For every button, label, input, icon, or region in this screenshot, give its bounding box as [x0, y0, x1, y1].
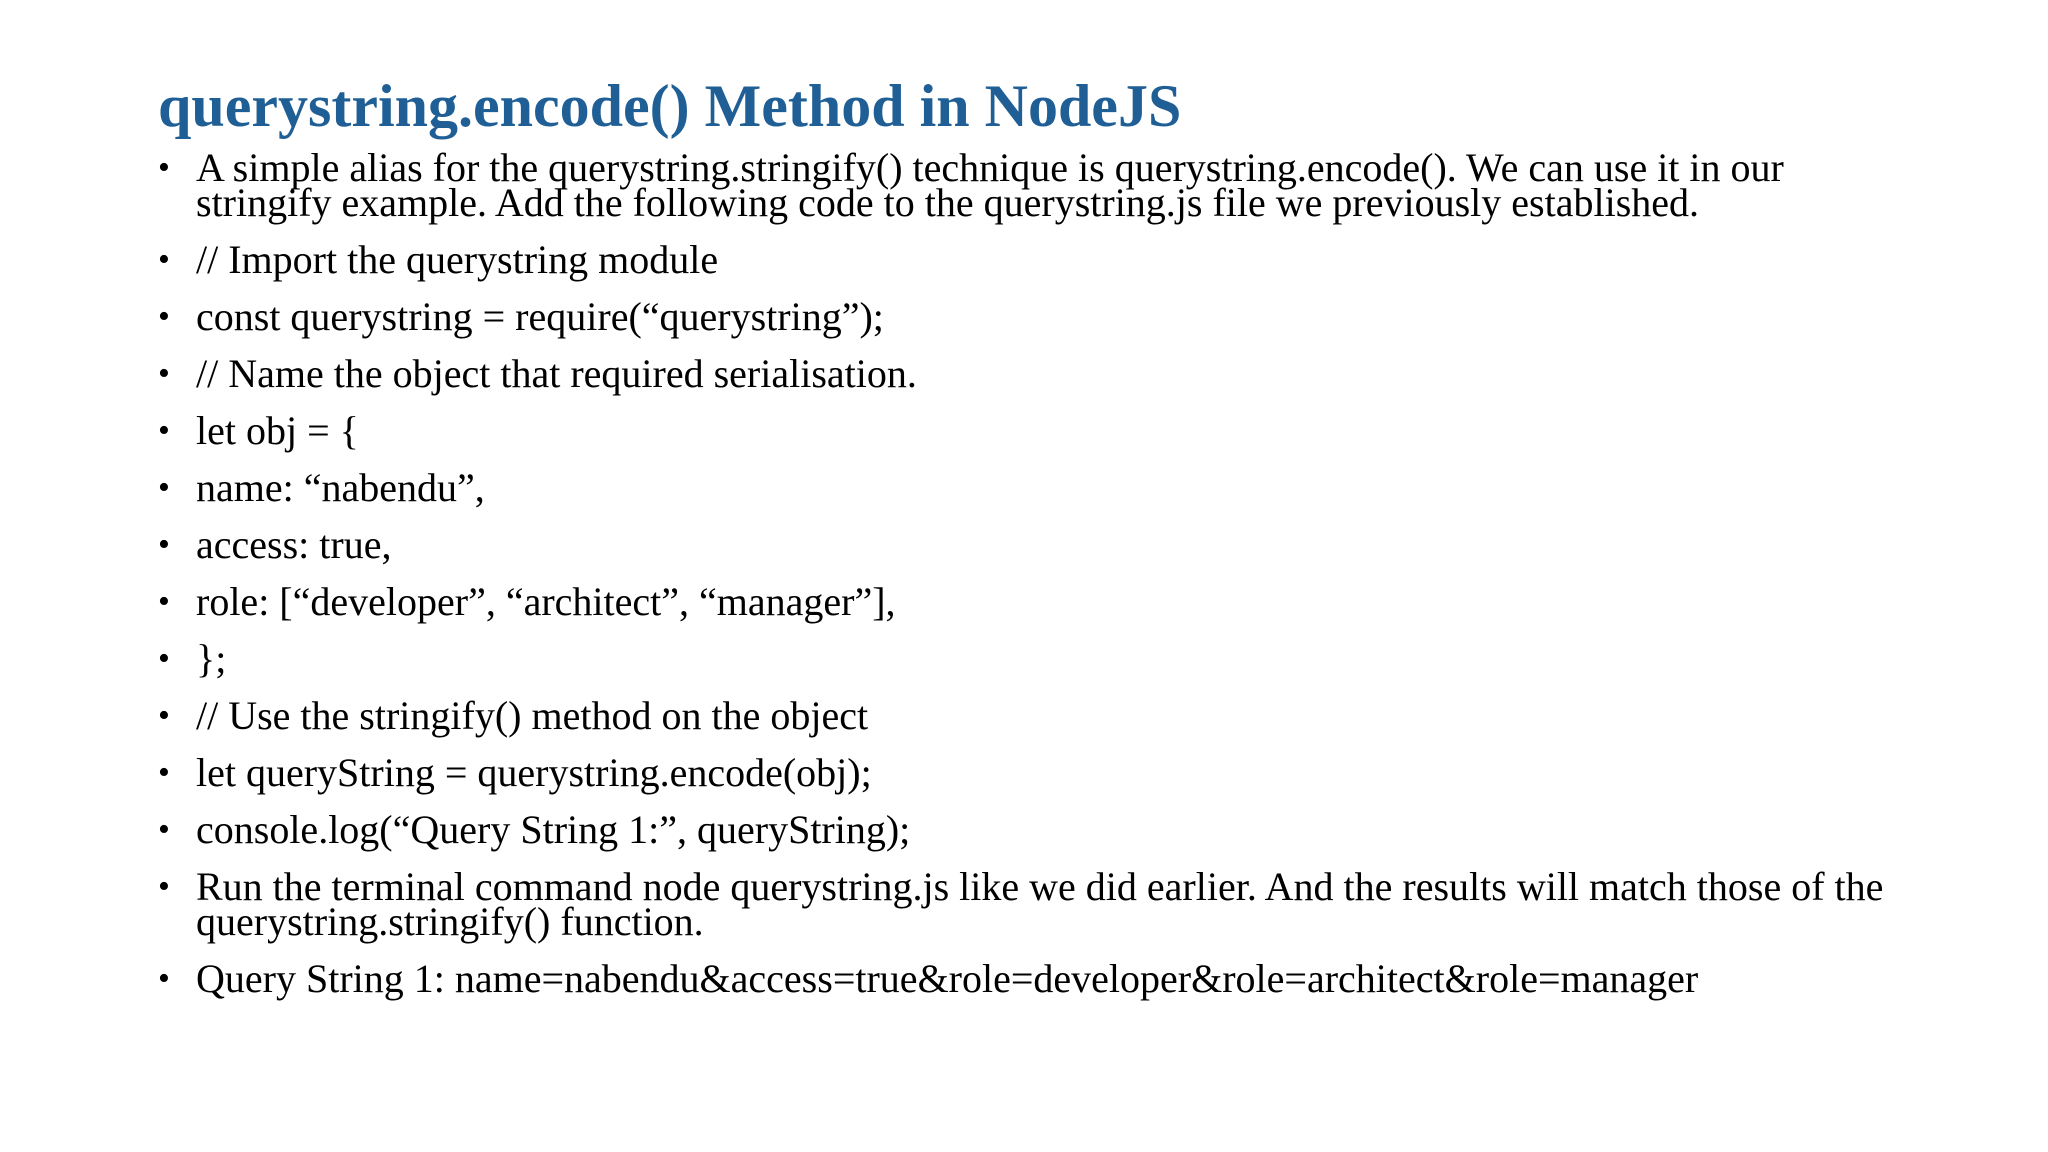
bullet-text: role: [“developer”, “architect”, “manager”],: [196, 579, 896, 624]
bullet-list: [158, 145, 1918, 1018]
bullet-text: access: true,: [196, 522, 392, 567]
bullet-text: // Use the stringify() method on the object: [196, 693, 869, 738]
bullet-text: // Name the object that required serialisation.: [196, 351, 917, 396]
bullet-icon: •: [158, 298, 170, 335]
bullet-icon: •: [158, 697, 170, 734]
bullet-icon: •: [158, 640, 170, 677]
bullet-item: [158, 956, 1918, 1001]
bullet-text: Query String 1: name=nabendu&access=true&role=developer&role=architect&role=manager: [196, 956, 1699, 1001]
bullet-item: [158, 145, 1918, 225]
bullet-item: [158, 807, 1918, 852]
bullet-text: console.log(“Query String 1:”, queryString);: [196, 807, 911, 852]
bullet-icon: •: [158, 355, 170, 392]
bullet-text: // Import the querystring module: [196, 237, 719, 282]
bullet-text: let queryString = querystring.encode(obj);: [196, 750, 872, 795]
bullet-item: [158, 636, 1918, 681]
bullet-text: Run the terminal command node querystring.js like we did earlier. And the results will match those of the querystring.stringify() function.: [196, 864, 1884, 944]
bullet-icon: •: [158, 469, 170, 506]
bullet-text: A simple alias for the querystring.stringify() technique is querystring.encode(). We can use it in our stringify example. Add the following code to the querystring.js file we previously established.: [196, 145, 1784, 225]
slide-title: querystring.encode() Method in NodeJS: [158, 73, 1182, 139]
bullet-item: [158, 750, 1918, 795]
bullet-item: [158, 579, 1918, 624]
bullet-icon: •: [158, 811, 170, 848]
bullet-item: [158, 693, 1918, 738]
bullet-text: };: [196, 636, 227, 681]
bullet-icon: •: [158, 583, 170, 620]
bullet-icon: •: [158, 412, 170, 449]
bullet-text: const querystring = require(“querystring”);: [196, 294, 884, 339]
bullet-icon: •: [158, 960, 170, 997]
bullet-item: [158, 522, 1918, 567]
bullet-item: [158, 237, 1918, 282]
bullet-item: [158, 408, 1918, 453]
bullet-icon: •: [158, 526, 170, 563]
bullet-icon: •: [158, 868, 170, 905]
bullet-text: let obj = {: [196, 408, 359, 453]
bullet-item: [158, 294, 1918, 339]
bullet-text: name: “nabendu”,: [196, 465, 485, 510]
bullet-icon: •: [158, 149, 170, 186]
bullet-item: [158, 351, 1918, 396]
bullet-icon: •: [158, 241, 170, 278]
bullet-icon: •: [158, 754, 170, 791]
bullet-item: [158, 864, 1918, 944]
bullet-item: [158, 465, 1918, 510]
